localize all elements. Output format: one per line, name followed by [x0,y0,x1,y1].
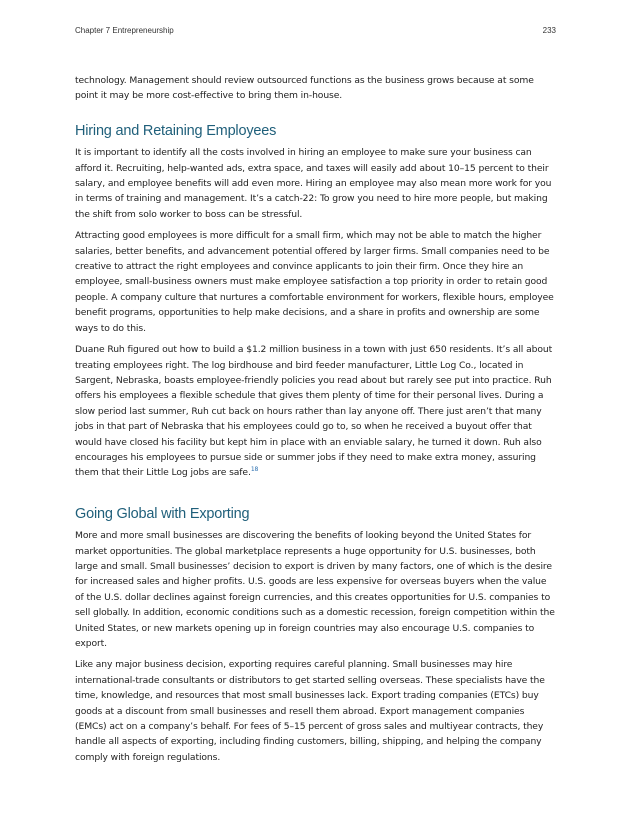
paragraph: It is important to identify all the costs involved in hiring an employee to make sure your business can afford it. Recruiting, help-wanted ads, extra space, and taxes will easily add about 10–15 percent to their salary, and employee benefits will add even more. Hiring an employee may also mean more work for you in terms of training and management. It’s a catch-22: To grow you need to hire more people, but making the shift from solo worker to boss can be stressful. [75,147,552,220]
section-heading-hiring: Hiring and Retaining Employees [75,122,277,139]
intro-paragraph: technology. Management should review outsourced functions as the business grows because at some point it may be more cost-effective to bring them in-house. [75,75,534,102]
chapter-title: Chapter 7 Entrepreneurship [75,26,174,35]
running-header [75,26,556,35]
section-heading-exporting: Going Global with Exporting [75,505,250,522]
paragraph: More and more small businesses are discovering the benefits of looking beyond the United States for market opportunities. The global marketplace represents a huge opportunity for U.S. businesses, both large and small. Small businesses’ decision to export is driven by many factors, one of which is the desire for increased sales and higher profits. U.S. goods are less expensive for overseas buyers when the value of the U.S. dollar declines against foreign currencies, and this creates opportunities for U.S. companies to sell globally. In addition, economic conditions such as a domestic recession, foreign competition within the United States, or new markets opening up in foreign countries may also encourage U.S. companies to export. [75,530,555,649]
footnote-ref-link[interactable]: 18 [250,466,259,474]
page-number: 233 [542,26,556,35]
paragraph-text: Duane Ruh figured out how to build a $1.2 million business in a town with just 650 residents. It’s all about treating employees right. The log birdhouse and bird feeder manufacturer, Little Log Co., located in Sargent, Nebraska, boasts employee-friendly policies you read about but rarely see put into practice. Ruh offers his employees a flexible schedule that gives them plenty of time for their personal lives. During a slow period last summer, Ruh cut back on hours rather than lay anyone off. There just aren’t that many jobs in that part of Nebraska that his employees could go to, so when he received a buyout offer that would have closed his facility but kept him in place with an enviable salary, he turned it down. Ruh also encourages his employees to pursue side or summer jobs if they need to make extra money, assuring them that their Little Log jobs are safe. [75,344,553,479]
paragraph: Like any major business decision, exporting requires careful planning. Small businesses may hire international-trade consultants or distributors to get started selling overseas. These specialists have the time, knowledge, and resources that most small businesses lack. Export trading companies (ETCs) buy goods at a discount from small businesses and resell them abroad. Export management companies (EMCs) act on a company’s behalf. For fees of 5–15 percent of gross sales and multiyear contracts, they handle all aspects of exporting, including finding customers, billing, shipping, and helping the company comply with foreign regulations. [75,659,545,763]
paragraph [75,342,556,481]
paragraph: Attracting good employees is more difficult for a small firm, which may not be able to match the higher salaries, better benefits, and advancement potential offered by larger firms. Small companies need to be creative to attract the right employees and convince applicants to join their firm. Once they hire an employee, small-business owners must make employee satisfaction a top priority in order to retain good people. A company culture that nurtures a comfortable environment for workers, flexible hours, employee benefit programs, opportunities to help make decisions, and a share in profits and ownership are some ways to do this. [75,230,554,334]
body-text [75,73,556,771]
